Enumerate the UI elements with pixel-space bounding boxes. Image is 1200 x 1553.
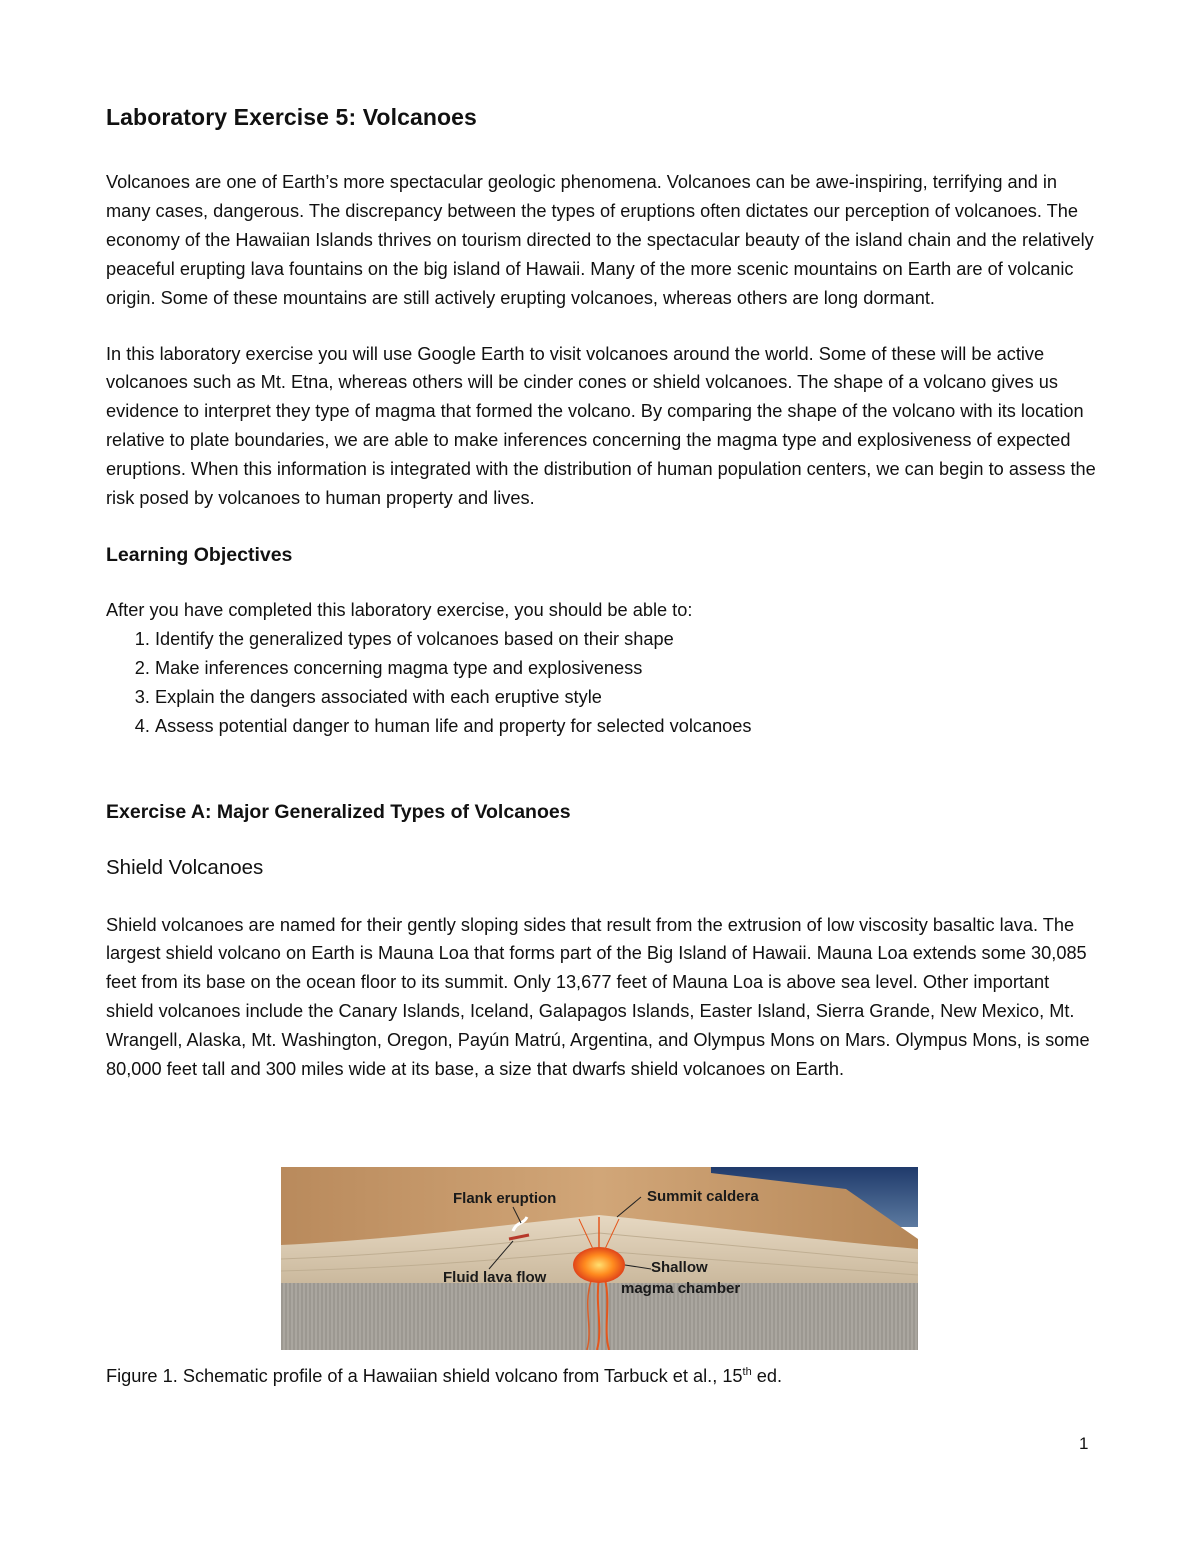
objectives-intro: After you have completed this laboratory exercise, you should be able to: xyxy=(106,599,693,620)
learning-objectives-heading: Learning Objectives xyxy=(106,543,293,566)
exercise-a-heading: Exercise A: Major Generalized Types of Volcanoes xyxy=(106,800,571,823)
section-spacer xyxy=(106,741,1100,797)
document-body xyxy=(106,100,1100,1111)
figure-caption xyxy=(106,1362,782,1390)
magma-chamber-shape xyxy=(573,1247,625,1283)
page-number: 1 xyxy=(1079,1434,1089,1453)
objective-item: 1. Identify the generalized types of volcanoes based on their shape xyxy=(155,625,1100,654)
label-flank-eruption: Flank eruption xyxy=(453,1190,557,1207)
label-summit-caldera: Summit caldera xyxy=(647,1188,759,1205)
figure-caption-superscript: th xyxy=(742,1366,752,1378)
figure-caption-end: ed. xyxy=(751,1366,783,1386)
objective-item: 2. Make inferences concerning magma type and explosiveness xyxy=(155,654,1100,683)
shield-volcanoes-paragraph: Shield volcanoes are named for their gently sloping sides that result from the extrusion of low viscosity basaltic lava. The largest shield volcano on Earth is Mauna Loa that forms part of the Big Island of Hawaii. Mauna Loa extends some 30,085 feet from its base on the ocean floor to its summit. Only 13,677 feet of Mauna Loa is above sea level. Other important shield volcanoes include the Canary Islands, Iceland, Galapagos Islands, Easter Island, Sierra Grande, New Mexico, Mt. Wrangell, Alaska, Mt. Washington, Oregon, Payún Matrú, Argentina, and Olympus Mons on Mars. Olympus Mons, is some 80,000 feet tall and 300 miles wide at its base, a size that dwarfs shield volcanoes on Earth. xyxy=(106,914,1090,1080)
objective-item: 3. Explain the dangers associated with each eruptive style xyxy=(155,683,1100,712)
shield-volcano-diagram xyxy=(281,1167,918,1350)
intro-paragraph-2: In this laboratory exercise you will use Google Earth to visit volcanoes around the world. Some of these will be active volcanoes such as Mt. Etna, whereas others will be cinder cones or shield volcanoes. The shape of a volcano gives us evidence to interpret they type of magma that formed the volcano. By comparing the shape of the volcano with its location relative to plate boundaries, we are able to make inferences concerning the magma type and explosiveness of expected eruptions. When this information is integrated with the distribution of human population centers, we can begin to assess the risk posed by volcanoes to human property and lives. xyxy=(106,343,1096,509)
intro-paragraph-1: Volcanoes are one of Earth’s more spectacular geologic phenomena. Volcanoes can be awe-inspiring, terrifying and in many cases, dangerous. The discrepancy between the types of eruptions often dictates our perception of volcanoes. The economy of the Hawaiian Islands thrives on tourism directed to the spectacular beauty of the island chain and the relatively peaceful erupting lava fountains on the big island of Hawaii. Many of the more scenic mountains on Earth are of volcanic origin. Some of these mountains are still actively erupting volcanoes, whereas others are long dormant. xyxy=(106,172,1094,308)
label-magma-chamber: magma chamber xyxy=(621,1280,741,1297)
objectives-list xyxy=(106,625,1100,741)
shield-volcano-figure xyxy=(281,1167,918,1350)
label-shallow: Shallow xyxy=(651,1259,708,1276)
figure-caption-main: Figure 1. Schematic profile of a Hawaiian shield volcano from Tarbuck et al., 15 xyxy=(106,1366,743,1386)
document-title: Laboratory Exercise 5: Volcanoes xyxy=(106,104,477,130)
shield-volcanoes-heading: Shield Volcanoes xyxy=(106,855,264,879)
label-fluid-lava-flow: Fluid lava flow xyxy=(443,1269,547,1286)
objective-item: 4. Assess potential danger to human life and property for selected volcanoes xyxy=(155,712,1100,741)
